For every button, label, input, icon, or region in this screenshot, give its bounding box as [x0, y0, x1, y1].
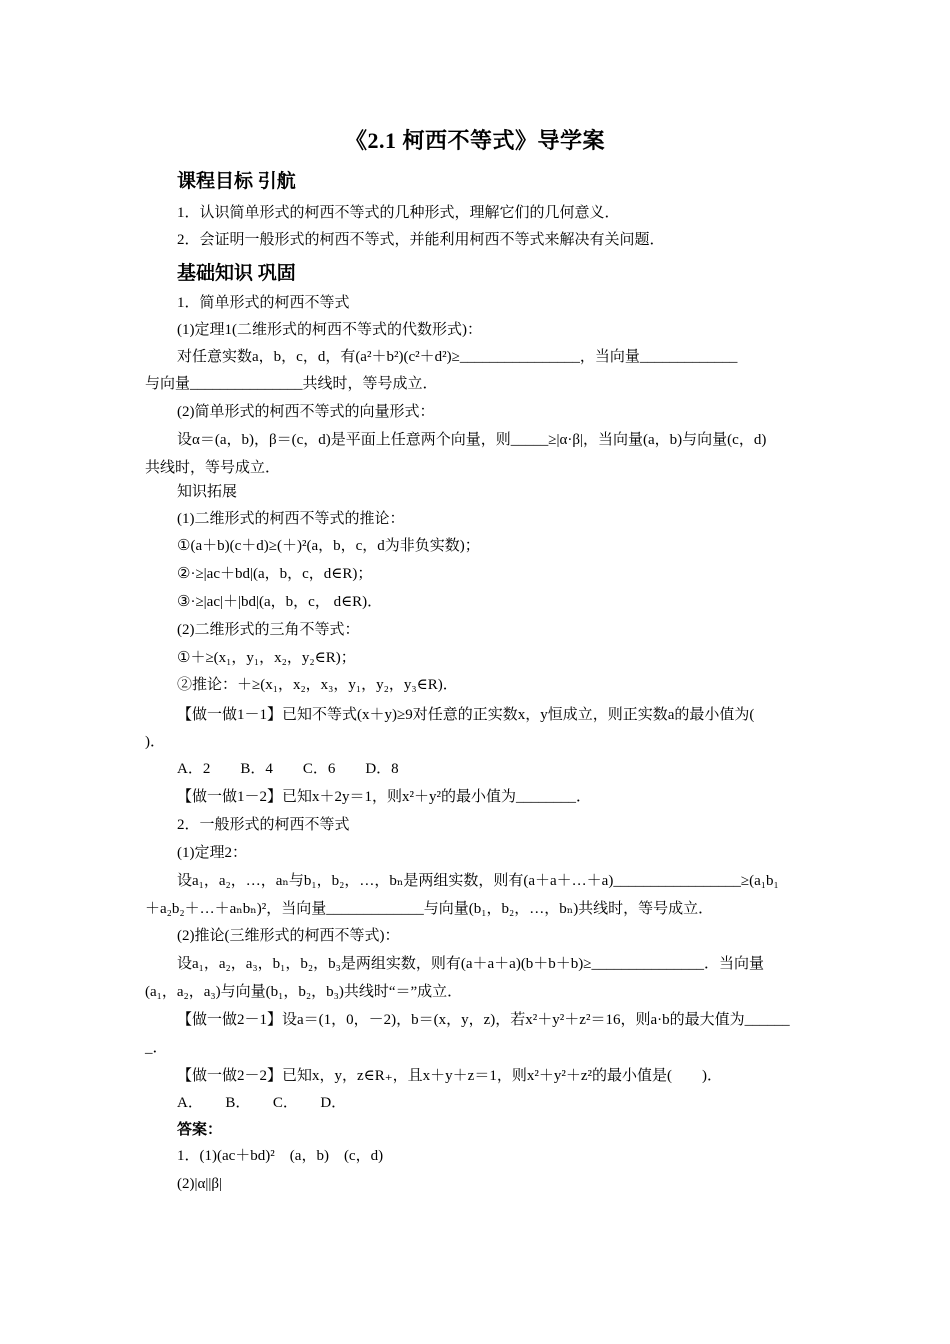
subsection-general-cauchy: 2．一般形式的柯西不等式 [177, 817, 350, 833]
corollary-item-3: ③·≥|ac|＋|bd|(a，b，c， d∈R)． [177, 594, 383, 610]
theorem-2-text-line1: 设a₁，a₂，…，aₙ与b₁，b₂，…，bₙ是两组实数，则有(a＋a＋…＋a)_________________≥(a₁b₁ [177, 873, 779, 889]
answers-heading: 答案： [177, 1122, 223, 1138]
theorem-1-heading: (1)定理1(二维形式的柯西不等式的代数形式)： [177, 322, 482, 338]
exercise-1-1-line1: 【做一做1－1】已知不等式(x＋y)≥9对任意的正实数x，y恒成立，则正实数a的最小值为( [177, 707, 755, 723]
goal-item-1: 1．认识简单形式的柯西不等式的几种形式，理解它们的几何意义． [177, 205, 620, 221]
corollary-item-2: ②·≥|ac＋bd|(a，b，c，d∈R)； [177, 566, 373, 582]
exercise-1-1-line2: )． [145, 734, 165, 750]
triangle-inequality-item-2: ②推论：＋≥(x₁，x₂，x₃，y₁，y₂，y₃∈R)． [177, 677, 458, 693]
answer-1: 1．(1)(ac＋bd)² (a，b) (c，d) [177, 1148, 384, 1164]
document-title: 《2.1 柯西不等式》导学案 [344, 128, 605, 153]
exercise-2-1-line2: _． [145, 1040, 168, 1056]
exercise-2-2: 【做一做2－2】已知x，y，z∈R₊，且x＋y＋z＝1，则x²＋y²＋z²的最小值是( )． [177, 1068, 722, 1084]
section-heading-goals: 课程目标 引航 [177, 171, 296, 192]
exercise-2-2-options: A． B． C． D． [177, 1095, 347, 1111]
triangle-inequality-heading: (2)二维形式的三角不等式： [177, 622, 360, 638]
vector-form-heading: (2)简单形式的柯西不等式的向量形式： [177, 404, 435, 420]
answer-2: (2)|α||β| [177, 1176, 222, 1192]
section-heading-basics: 基础知识 巩固 [177, 263, 296, 284]
vector-form-text-line1: 设α＝(a，b)，β＝(c，d)是平面上任意两个向量，则_____≥|α·β|，当向量(a，b)与向量(c，d) [177, 432, 767, 448]
exercise-1-1-options: A．2 B．4 C．6 D．8 [177, 761, 399, 777]
knowledge-extension-heading: 知识拓展 [177, 484, 238, 500]
exercise-2-1-line1: 【做一做2－1】设a＝(1，0，－2)，b＝(x，y，z)，若x²＋y²＋z²＝16，则a·b的最大值为______ [177, 1012, 790, 1028]
theorem-2-text-line2: ＋a₂b₂＋…＋aₙbₙ)²，当向量_____________与向量(b₁，b₂，…，bₙ)共线时，等号成立． [145, 901, 714, 917]
theorem-1-text-line2: 与向量_______________共线时，等号成立． [145, 376, 438, 392]
corollary-3d-text-line2: (a₁，a₂，a₃)与向量(b₁，b₂，b₃)共线时“＝”成立． [145, 984, 463, 1000]
corollary-item-1: ①(a＋b)(c＋d)≥(＋)²(a，b，c，d为非负实数)； [177, 538, 480, 554]
triangle-inequality-item-1: ①＋≥(x₁，y₁，x₂，y₂∈R)； [177, 650, 356, 666]
corollary-3d-heading: (2)推论(三维形式的柯西不等式)： [177, 928, 400, 944]
exercise-1-2: 【做一做1－2】已知x＋2y＝1，则x²＋y²的最小值为________． [177, 789, 591, 805]
vector-form-text-line2: 共线时，等号成立． [145, 460, 281, 476]
corollary-heading: (1)二维形式的柯西不等式的推论： [177, 511, 405, 527]
subsection-simple-cauchy: 1．简单形式的柯西不等式 [177, 295, 350, 311]
corollary-3d-text-line1: 设a₁，a₂，a₃，b₁，b₂，b₃是两组实数，则有(a＋a＋a)(b＋b＋b)≥_______________．当向量 [177, 956, 765, 972]
theorem-1-text-line1: 对任意实数a，b，c，d，有(a²＋b²)(c²＋d²)≥________________，当向量_____________ [177, 349, 738, 365]
goal-item-2: 2．会证明一般形式的柯西不等式，并能利用柯西不等式来解决有关问题． [177, 232, 665, 248]
theorem-2-heading: (1)定理2： [177, 845, 247, 861]
